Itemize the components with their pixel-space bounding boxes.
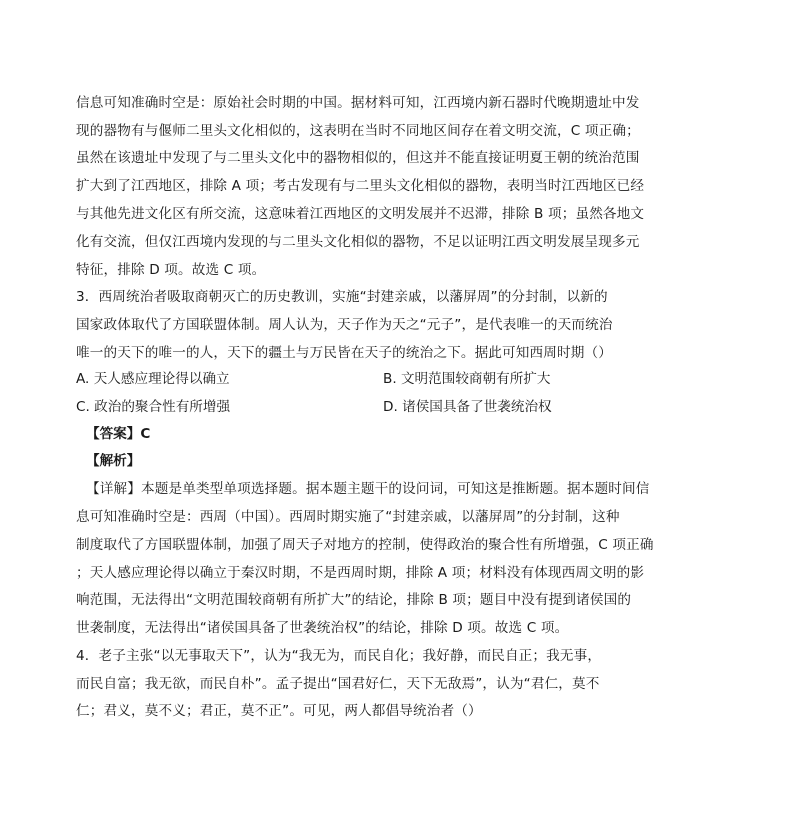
q3-option-b: B. 文明范围较商朝有所扩大	[383, 371, 551, 387]
prev-explanation-line-1: 信息可知准确时空是：原始社会时期的中国。据材料可知，江西境内新石器时代晚期遗址中发	[76, 95, 640, 111]
q3-stem-line-2: 国家政体取代了方国联盟体制。周人认为，天子作为天之“元子”，是代表唯一的天而统治	[76, 317, 613, 333]
q3-detail-line-5: 响范围，无法得出“文明范围较商朝有所扩大”的结论，排除 B 项；题目中没有提到诸侯国的	[76, 592, 632, 608]
prev-explanation-line-3: 虽然在该遗址中发现了与二里头文化中的器物相似的，但这并不能直接证明夏王朝的统治范围	[76, 150, 640, 166]
prev-explanation-line-7: 特征，排除 D 项。故选 C 项。	[76, 262, 266, 278]
q3-stem-line-3: 唯一的天下的唯一的人，天下的疆土与万民皆在天子的统治之下。据此可知西周时期（）	[76, 345, 613, 361]
q3-analysis-label: 【解析】	[86, 453, 141, 469]
prev-explanation-line-4: 扩大到了江西地区，排除 A 项；考古发现有与二里头文化相似的器物，表明当时江西地区已经	[76, 178, 645, 194]
q3-answer-label: 【答案】C	[86, 426, 151, 442]
q3-detail-line-4: ；天人感应理论得以确立于秦汉时期，不是西周时期，排除 A 项；材料没有体现西周文明的影	[76, 565, 645, 581]
q4-stem-line-3: 仁；君义，莫不义；君正，莫不正”。可见，两人都倡导统治者（）	[76, 703, 482, 719]
q3-detail-line-3: 制度取代了方国联盟体制，加强了周天子对地方的控制，使得政治的聚合性有所增强，C 项正确	[76, 537, 654, 553]
q3-detail-line-2: 息可知准确时空是：西周（中国）。西周时期实施了“封建亲戚，以藩屏周”的分封制，这种	[76, 509, 620, 525]
q4-stem-line-2: 而民自富；我无欲，而民自朴”。孟子提出“国君好仁，天下无敌焉”，认为“君仁，莫不	[76, 676, 600, 692]
prev-explanation-line-5: 与其他先进文化区有所交流，这意味着江西地区的文明发展并不迟滞，排除 B 项；虽然各地文	[76, 206, 645, 222]
q3-stem-line-1: 3．西周统治者吸取商朝灭亡的历史教训，实施“封建亲戚，以藩屏周”的分封制，以新的	[76, 289, 608, 305]
prev-explanation-line-2: 现的器物有与偃师二里头文化相似的，这表明在当时不同地区间存在着文明交流，C 项正确；	[76, 123, 640, 139]
q3-option-d: D. 诸侯国具备了世袭统治权	[383, 399, 552, 415]
q4-stem-line-1: 4．老子主张“以无事取天下”，认为“我无为，而民自化；我好静，而民自正；我无事，	[76, 648, 602, 664]
q3-option-a: A. 天人感应理论得以确立	[76, 371, 230, 387]
prev-explanation-line-6: 化有交流，但仅江西境内发现的与二里头文化相似的器物，不足以证明江西文明发展呈现多元	[76, 234, 640, 250]
q3-detail-line-1: 【详解】本题是单类型单项选择题。据本题主题干的设问词，可知这是推断题。据本题时间信	[86, 481, 650, 497]
q3-detail-line-6: 世袭制度，无法得出“诸侯国具备了世袭统治权”的结论，排除 D 项。故选 C 项。	[76, 620, 569, 636]
q3-option-c: C. 政治的聚合性有所增强	[76, 399, 231, 415]
